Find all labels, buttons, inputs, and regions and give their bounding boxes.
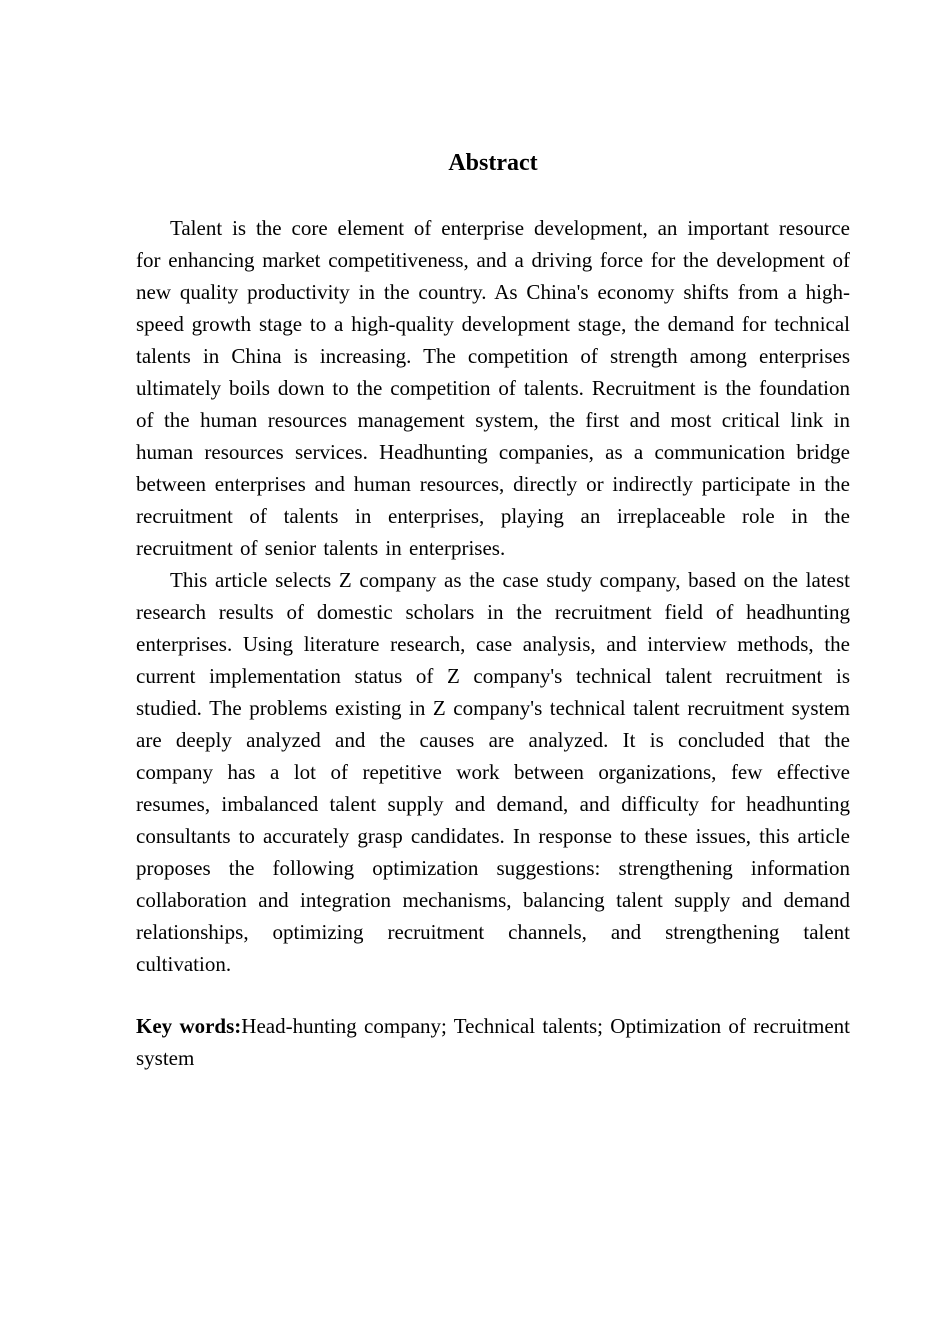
abstract-paragraph-2: This article selects Z company as the case study company, based on the latest research results of domestic scholars in the recruitment field of headhunting enterprises. Using literature research, case analysis, and interview methods, the current implementation status of Z company's technical talent recruitment is studied. The problems existing in Z company's technical talent recruitment system are deeply analyzed and the causes are analyzed. It is concluded that the company has a lot of repetitive work between organizations, few effective resumes, imbalanced talent supply and demand, and difficulty for headhunting consultants to accurately grasp candidates. In response to these issues, this article proposes the following optimization suggestions: strengthening information collaboration and integration mechanisms, balancing talent supply and demand relationships, optimizing recruitment channels, and strengthening talent cultivation. <box>136 568 850 976</box>
keywords-line <box>136 1010 850 1074</box>
abstract-paragraph-1: Talent is the core element of enterprise development, an important resource for enhancing market competitiveness, and a driving force for the development of new quality productivity in the country. As China's economy shifts from a high-speed growth stage to a high-quality development stage, the demand for technical talents in China is increasing. The competition of strength among enterprises ultimately boils down to the competition of talents. Recruitment is the foundation of the human resources management system, the first and most critical link in human resources services. Headhunting companies, as a communication bridge between enterprises and human resources, directly or indirectly participate in the recruitment of talents in enterprises, playing an irreplaceable role in the recruitment of senior talents in enterprises. <box>136 216 850 560</box>
keywords-label: Key words: <box>136 1014 242 1038</box>
abstract-body <box>136 212 850 1074</box>
abstract-title: Abstract <box>448 150 538 176</box>
keywords-text: Head-hunting company; Technical talents; Optimization of recruitment system <box>136 1014 850 1070</box>
